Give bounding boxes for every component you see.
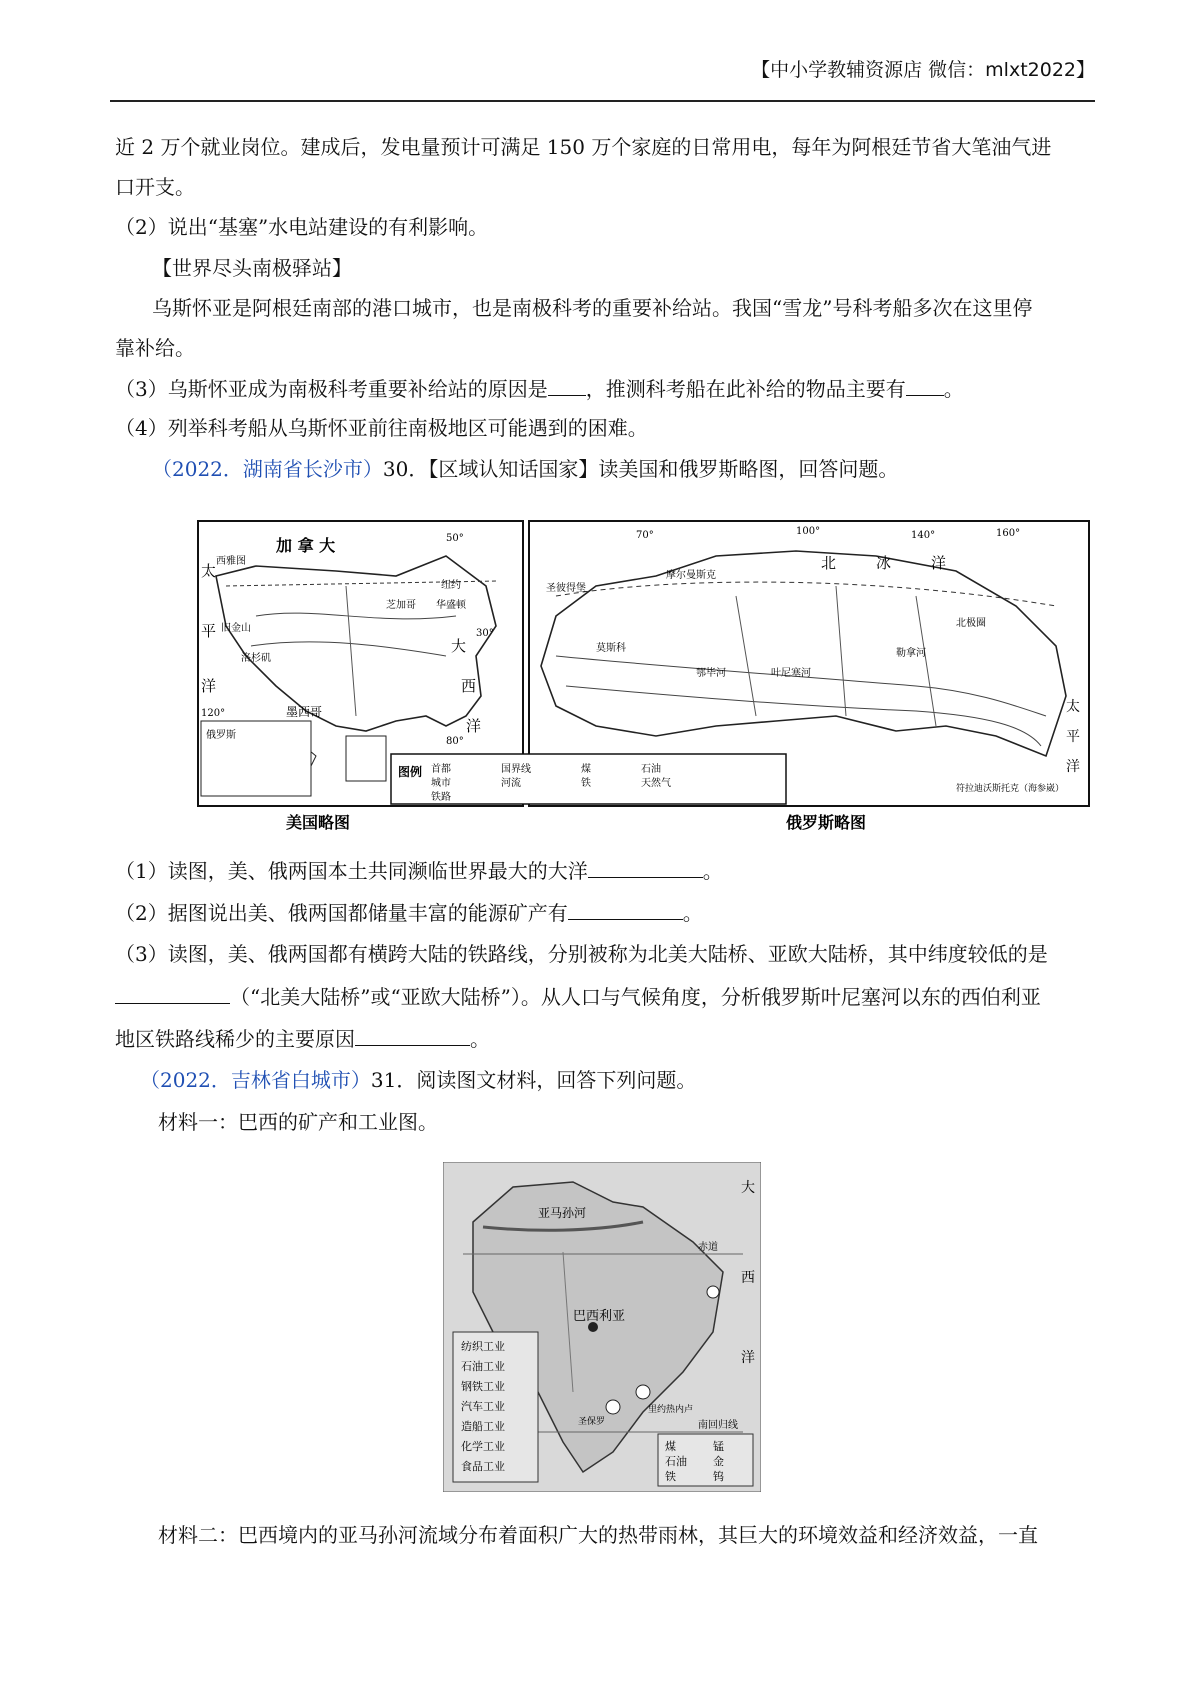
label-atlantic: 洋 (466, 717, 482, 735)
r2-text-b: 。 (682, 901, 703, 925)
legend-item: 石油 (641, 764, 661, 775)
question-31-text: 31．阅读图文材料，回答下列问题。 (370, 1068, 697, 1092)
legend-item: 河流 (501, 778, 521, 789)
label-lon120: 120° (201, 708, 226, 719)
industry-item: 造船工业 (461, 1420, 505, 1433)
brand-text: 【中小学教辅资源店 微信：mlxt2022】 (751, 59, 1095, 81)
answer-blank[interactable] (568, 897, 683, 920)
section-title: 【世界尽头南极驿站】 (152, 256, 352, 280)
label-lat50: 50° (446, 533, 464, 544)
legend-item: 铁 (581, 778, 591, 789)
paragraph-line: 口开支。 (115, 175, 195, 199)
mineral-item: 石油 (665, 1455, 687, 1468)
question-30-3: （3）读图，美、俄两国都有横跨大陆的铁路线，分别被称为北美大陆桥、亚欧大陆桥，其中纬度较低的是 (115, 942, 1048, 966)
label-sf: 旧金山 (221, 623, 251, 634)
label-arctic: 北 (821, 554, 837, 572)
question-3 (115, 373, 1095, 404)
label-pacific: 平 (1066, 729, 1080, 745)
legend-item: 天然气 (641, 778, 671, 789)
label-lat30: 30° (476, 628, 494, 639)
answer-blank[interactable] (906, 373, 944, 396)
label-arctic: 冰 (876, 554, 892, 572)
label-ob: 鄂毕河 (696, 668, 726, 679)
label-atlantic: 洋 (741, 1350, 755, 1366)
usa-russia-map-figure (196, 516, 1097, 834)
paragraph-line: 近 2 万个就业岗位。建成后，发电量预计可满足 150 万个家庭的日常用电，每年为阿根廷节省大笔油气进 (115, 135, 1052, 159)
mineral-item: 钨 (713, 1470, 724, 1483)
label-murmansk: 摩尔曼斯克 (666, 570, 716, 581)
label-arctic-circle: 北极圈 (956, 618, 986, 629)
industry-item: 纺织工业 (461, 1340, 505, 1353)
q3-text-b: ，推测科考船在此补给的物品主要有 (585, 377, 906, 401)
label-ny: 纽约 (441, 580, 461, 591)
page-header (110, 40, 1095, 102)
label-stp: 圣彼得堡 (546, 583, 586, 594)
question-30-3-end (115, 1023, 1095, 1054)
label-lena: 勒拿河 (896, 648, 926, 659)
legend-item: 铁路 (431, 792, 451, 803)
legend-title: 图例 (398, 765, 423, 779)
label-yenisei: 叶尼塞河 (771, 668, 811, 679)
label-rio: 里约热内卢 (648, 1405, 694, 1415)
industry-item: 石油工业 (461, 1360, 505, 1373)
legend-item: 国界线 (501, 764, 531, 775)
label-equator: 赤道 (698, 1242, 718, 1253)
question-4: （4）列举科考船从乌斯怀亚前往南极地区可能遇到的困难。 (115, 416, 648, 440)
question-30-1 (115, 855, 1095, 886)
q3-text-c: 。 (943, 377, 964, 401)
answer-blank[interactable] (588, 855, 703, 878)
source-label: （2022．湖南省长沙市） (152, 457, 383, 481)
label-seattle: 西雅图 (216, 556, 246, 567)
question-30-3-cont (115, 981, 1095, 1012)
label-lon80: 80° (446, 736, 464, 747)
industry-item: 化学工业 (461, 1440, 505, 1453)
r2-text-a: （2）据图说出美、俄两国都储量丰富的能源矿产有 (115, 901, 568, 925)
label-pacific: 太 (201, 562, 217, 580)
label-arctic: 洋 (931, 554, 947, 572)
mineral-item: 煤 (665, 1440, 676, 1453)
mineral-item: 锰 (713, 1440, 724, 1453)
answer-blank[interactable] (115, 981, 230, 1004)
industry-legend (461, 1339, 505, 1473)
material-1-title: 材料一：巴西的矿产和工业图。 (158, 1110, 438, 1134)
map-legend (391, 754, 786, 804)
label-moscow: 莫斯科 (596, 643, 626, 654)
r1-text-a: （1）读图，美、俄两国本土共同濒临世界最大的大洋 (115, 859, 588, 883)
label-la: 洛杉矶 (241, 653, 271, 664)
r3-text-c: 地区铁路线稀少的主要原因 (115, 1027, 355, 1051)
label-tropic: 南回归线 (698, 1420, 738, 1431)
question-30-title (152, 454, 1095, 484)
question-30-2 (115, 897, 1095, 928)
label-brasilia: 巴西利亚 (573, 1309, 626, 1324)
label-lon140: 140° (911, 530, 936, 541)
label-saopaulo: 圣保罗 (578, 1417, 606, 1427)
legend-item: 煤 (581, 764, 591, 775)
industry-item: 钢铁工业 (461, 1380, 505, 1393)
label-canada: 加 拿 大 (276, 536, 336, 555)
legend-item: 首都 (431, 764, 451, 775)
paragraph-line: 乌斯怀亚是阿根廷南部的港口城市，也是南极科考的重要补给站。我国“雪龙”号科考船多次在这里停 (152, 296, 1033, 320)
label-pacific: 洋 (1066, 759, 1080, 775)
usa-map-caption: 美国略图 (286, 813, 351, 832)
industry-item: 汽车工业 (461, 1400, 505, 1413)
label-dc: 华盛顿 (436, 600, 466, 611)
label-atlantic: 大 (741, 1180, 755, 1196)
label-pacific: 平 (201, 622, 217, 640)
label-atlantic: 西 (461, 677, 477, 695)
r3-text-d: 。 (470, 1027, 490, 1051)
label-atlantic: 西 (741, 1270, 755, 1286)
question-30-text: 30．【区域认知话国家】读美国和俄罗斯略图，回答问题。 (382, 457, 899, 481)
brazil-map-figure (443, 1162, 761, 1492)
label-amazon: 亚马孙河 (538, 1206, 587, 1220)
material-2-text: 材料二：巴西境内的亚马孙河流域分布着面积广大的热带雨林，其巨大的环境效益和经济效益，一直 (158, 1523, 1038, 1547)
q3-text-a: （3）乌斯怀亚成为南极科考重要补给站的原因是 (115, 377, 548, 401)
label-russia: 俄罗斯 (206, 730, 236, 741)
label-atlantic: 大 (451, 637, 467, 655)
mineral-item: 铁 (665, 1470, 676, 1483)
paragraph-line: 靠补给。 (115, 336, 195, 360)
label-lon160: 160° (996, 528, 1021, 539)
answer-blank[interactable] (355, 1023, 470, 1046)
mineral-item: 金 (713, 1455, 724, 1468)
r1-text-b: 。 (702, 859, 723, 883)
label-pacific: 洋 (201, 677, 217, 695)
label-mexico: 墨西哥 (286, 705, 323, 719)
industry-item: 食品工业 (461, 1460, 505, 1473)
label-vladivostok: 符拉迪沃斯托克（海参崴） (956, 784, 1065, 794)
question-2: （2）说出“基塞”水电站建设的有利影响。 (115, 215, 489, 239)
label-lon70: 70° (636, 530, 654, 541)
label-chicago: 芝加哥 (386, 600, 416, 611)
question-31-title (140, 1065, 1095, 1095)
russia-map-caption: 俄罗斯略图 (786, 813, 867, 832)
source-label: （2022．吉林省白城市） (140, 1068, 371, 1092)
answer-blank[interactable] (548, 373, 586, 396)
label-lon100: 100° (796, 526, 821, 537)
label-pacific: 太 (1066, 699, 1080, 715)
r3-text-b: （“北美大陆桥”或“亚欧大陆桥”）。从人口与气候角度，分析俄罗斯叶尼塞河以东的西伯利亚 (230, 985, 1041, 1009)
legend-item: 城市 (431, 778, 451, 789)
